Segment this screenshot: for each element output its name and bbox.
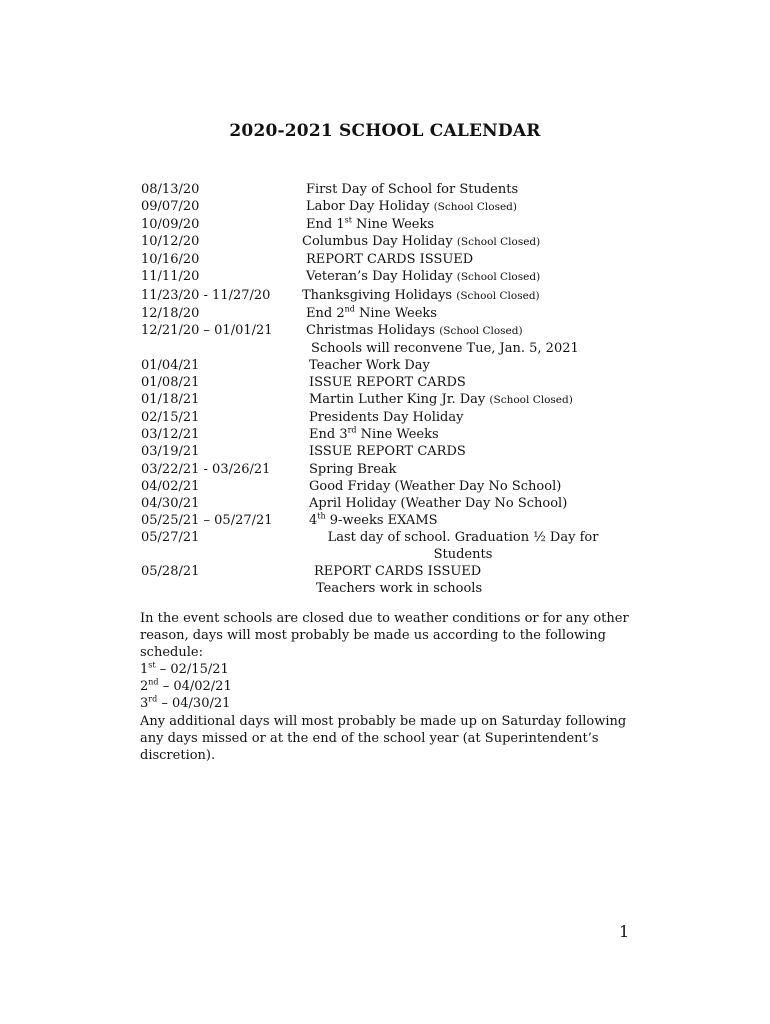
calendar-row: [141, 391, 641, 409]
event-date: 04/30/21: [141, 495, 200, 511]
event-note: (School Closed): [439, 324, 523, 337]
makeup-ordinal: 1: [140, 662, 149, 678]
event-date: 11/11/20: [141, 269, 200, 285]
event-date: 01/18/21: [141, 392, 200, 408]
event-date: 03/19/21: [141, 444, 200, 460]
calendar-row: [141, 478, 641, 495]
event-description: [309, 461, 641, 478]
ordinal-suffix: rd: [148, 695, 158, 705]
event-description: [309, 357, 641, 374]
event-date: 10/16/20: [141, 252, 200, 268]
event-text: End 3: [309, 427, 348, 443]
ordinal-suffix: st: [344, 215, 352, 225]
event-description: [309, 409, 641, 426]
ordinal-suffix: nd: [148, 678, 159, 688]
event-date: 12/18/20: [141, 305, 200, 321]
event-date: 08/13/20: [141, 182, 200, 197]
event-date: 09/07/20: [141, 199, 200, 215]
calendar-row: [141, 181, 641, 198]
event-date: 10/09/20: [141, 217, 200, 233]
event-date: 12/21/20 – 01/01/21: [141, 322, 273, 338]
event-text: Nine Weeks: [354, 305, 437, 321]
makeup-date: – 04/02/21: [158, 679, 232, 695]
calendar-row: [141, 409, 641, 426]
event-note: (School Closed): [456, 289, 540, 302]
event-description: [306, 216, 641, 233]
page-number: 1: [619, 922, 630, 941]
event-description: [309, 374, 641, 391]
page-title: 2020-2021 SCHOOL CALENDAR: [229, 121, 541, 141]
calendar-row: [141, 322, 641, 340]
event-text: Veteran’s Day Holiday: [306, 269, 453, 285]
calendar-row: [141, 461, 641, 478]
event-date: 03/22/21 - 03/26/21: [141, 461, 271, 477]
makeup-day-item: [140, 695, 640, 712]
calendar-row: [141, 251, 641, 268]
event-date: 02/15/21: [141, 410, 200, 426]
calendar-row: [141, 198, 641, 216]
event-text: Labor Day Holiday: [306, 199, 430, 215]
makeup-day-item: [140, 678, 640, 695]
event-text: First Day of School for Students: [306, 182, 519, 197]
ordinal-suffix: nd: [344, 304, 355, 314]
calendar-row: [141, 580, 641, 597]
event-date: 03/12/21: [141, 427, 200, 443]
event-description: [309, 478, 641, 495]
event-note: (School Closed): [433, 201, 517, 214]
event-text: ISSUE REPORT CARDS: [309, 375, 466, 391]
event-text: End 1: [306, 217, 345, 233]
event-description: [309, 426, 641, 443]
event-date: 10/12/20: [141, 234, 200, 250]
calendar-row: [141, 287, 641, 305]
makeup-date: – 04/30/21: [157, 696, 231, 712]
event-description: [302, 287, 641, 305]
event-note: (School Closed): [489, 394, 573, 407]
event-text: Martin Luther King Jr. Day: [309, 392, 486, 408]
event-text: Columbus Day Holiday: [302, 234, 453, 250]
calendar-row: [141, 357, 641, 374]
event-text: Teacher Work Day: [309, 357, 430, 373]
event-text: End 2: [306, 305, 345, 321]
event-date: 05/27/21: [141, 529, 200, 545]
event-description: [306, 268, 641, 286]
calendar-row: [141, 443, 641, 460]
event-date: 11/23/20 - 11/27/20: [141, 287, 271, 303]
event-description: [306, 251, 641, 268]
event-text: Nine Weeks: [356, 427, 439, 443]
event-description: [306, 198, 641, 216]
event-text: REPORT CARDS ISSUED: [314, 564, 482, 580]
event-text: 9-weeks EXAMS: [325, 512, 438, 528]
event-description: [316, 580, 641, 597]
calendar-row: [141, 495, 641, 512]
event-text: Spring Break: [309, 461, 397, 477]
event-note: (School Closed): [456, 236, 541, 249]
event-text: Schools will reconvene Tue, Jan. 5, 2021: [311, 340, 579, 356]
calendar-row: [141, 340, 641, 357]
weather-makeup-notice: [140, 610, 640, 764]
event-description: [306, 181, 641, 198]
event-description: [309, 443, 641, 460]
makeup-day-item: [140, 661, 640, 678]
event-text: Presidents Day Holiday: [309, 410, 464, 426]
makeup-ordinal: 2: [140, 679, 149, 695]
makeup-date: – 02/15/21: [155, 662, 229, 678]
calendar-row: [141, 512, 641, 529]
calendar-row: [141, 268, 641, 286]
event-text: Teachers work in schools: [316, 581, 483, 597]
event-description: [309, 512, 641, 529]
event-text: 4: [309, 512, 318, 528]
ordinal-suffix: rd: [347, 425, 357, 435]
ordinal-suffix: st: [148, 660, 156, 670]
calendar-row: [141, 426, 641, 443]
event-description: [309, 495, 641, 512]
event-text: REPORT CARDS ISSUED: [306, 252, 474, 268]
event-date: 04/02/21: [141, 478, 200, 494]
event-text: Christmas Holidays: [306, 322, 436, 338]
event-text: Nine Weeks: [351, 217, 435, 233]
ordinal-suffix: th: [317, 511, 326, 521]
event-text: Good Friday (Weather Day No School): [309, 478, 562, 494]
notice-intro: In the event schools are closed due to weather conditions or for any other reason, days will most probably be made us according to the following schedule:: [140, 611, 629, 661]
event-description: [309, 391, 641, 409]
event-text: Thanksgiving Holidays: [302, 287, 453, 303]
calendar-row: [141, 305, 641, 322]
calendar-row: [141, 563, 641, 580]
makeup-ordinal: 3: [140, 696, 149, 712]
event-description: [302, 233, 641, 251]
event-date: 05/25/21 – 05/27/21: [141, 512, 273, 528]
calendar-row: [141, 233, 641, 251]
event-text: ISSUE REPORT CARDS: [309, 444, 466, 460]
calendar-list: [141, 181, 641, 597]
event-note: (School Closed): [456, 271, 541, 284]
event-date: 05/28/21: [141, 564, 200, 580]
event-text: Last day of school. Graduation ½ Day for Students: [327, 529, 599, 562]
event-description: [306, 322, 641, 340]
calendar-row: [141, 374, 641, 391]
event-text: April Holiday (Weather Day No School): [309, 495, 568, 511]
notice-closing: Any additional days will most probably be made up on Saturday following any days missed or at the end of the school year (at Superintendent’s discretion).: [140, 713, 627, 763]
event-description: [311, 340, 641, 357]
event-date: 01/04/21: [141, 357, 200, 373]
event-description: [314, 563, 641, 580]
event-description: [306, 305, 641, 322]
event-description: [313, 529, 613, 563]
event-date: 01/08/21: [141, 375, 200, 391]
calendar-row: [141, 216, 641, 233]
calendar-row: [141, 529, 641, 563]
